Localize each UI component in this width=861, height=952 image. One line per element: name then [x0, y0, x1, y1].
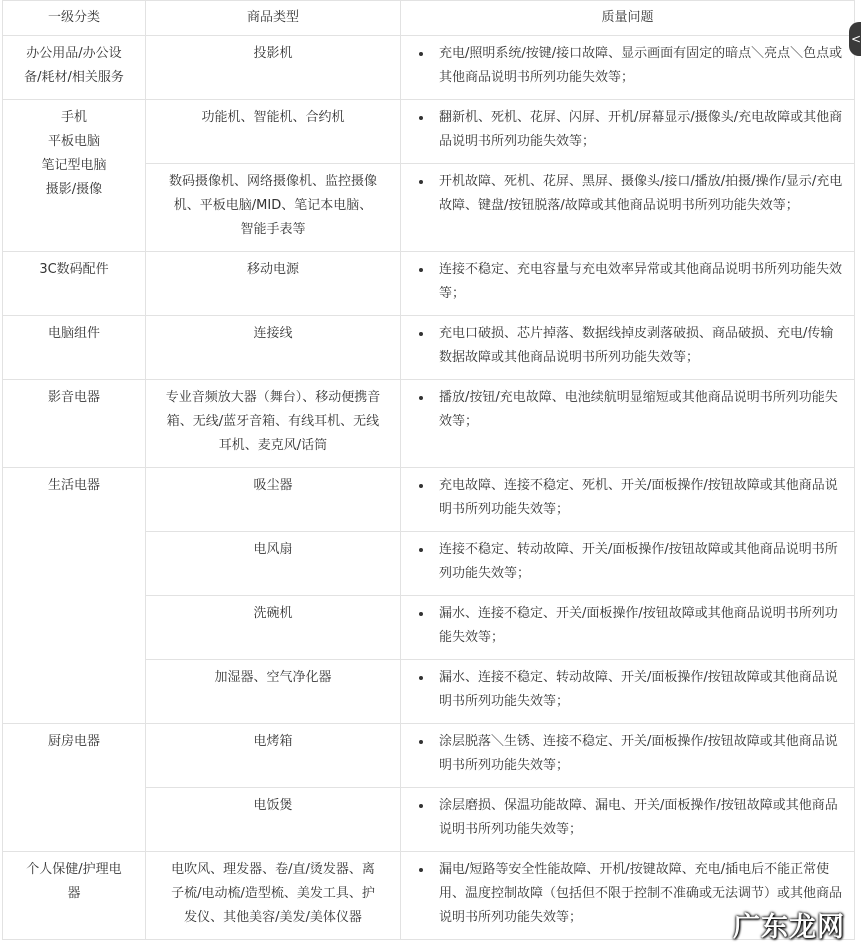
- product-text: 数码摄像机、网络摄像机、监控摄像: [168, 174, 377, 189]
- table-row: [3, 380, 855, 468]
- category-cell: [3, 316, 146, 380]
- category-cell: [3, 36, 146, 100]
- category-text: 厨房电器: [47, 734, 100, 749]
- product-text: 移动电源: [246, 262, 299, 277]
- product-cell: [146, 532, 401, 596]
- issue-text: • 连接不稳定、转动故障、开关/面板操作/按钮故障或其他商品说明书所列功能失效等；: [433, 538, 844, 586]
- header-category: 一级分类: [3, 1, 146, 36]
- issue-cell: [401, 380, 855, 468]
- issue-text: • 开机故障、死机、花屏、黑屏、摄像头/接口/播放/拍摄/操作/显示/充电故障、键盘/按钮脱落/故障或其他商品说明书所列功能失效等；: [433, 170, 844, 218]
- product-text: 智能手表等: [240, 222, 306, 237]
- product-text: 电饭煲: [253, 798, 293, 813]
- category-cell: [3, 380, 146, 468]
- product-cell: [146, 724, 401, 788]
- product-cell: [146, 852, 401, 940]
- product-text: 专业音频放大器（舞台）、移动便携音: [165, 390, 381, 405]
- header-product-type: 商品类型: [146, 1, 401, 36]
- product-cell: [146, 100, 401, 164]
- category-cell: [3, 724, 146, 852]
- issue-cell: [401, 724, 855, 788]
- product-text: 连接线: [253, 326, 293, 341]
- table-row: [3, 468, 855, 532]
- issue-text: • 漏水、连接不稳定、开关/面板操作/按钮故障或其他商品说明书所列功能失效等；: [433, 602, 844, 650]
- header-quality-issue: 质量问题: [401, 1, 855, 36]
- product-text: 耳机、麦克风/话筒: [218, 438, 328, 453]
- issue-text: • 连接不稳定、充电容量与充电效率异常或其他商品说明书所列功能失效等；: [433, 258, 844, 306]
- category-cell: [3, 468, 146, 724]
- issue-text: • 涂层脱落＼生锈、连接不稳定、开关/面板操作/按钮故障或其他商品说明书所列功能失效等；: [433, 730, 844, 778]
- product-text: 功能机、智能机、合约机: [201, 110, 345, 125]
- product-text: 电吹风、理发器、卷/直/烫发器、离: [171, 862, 375, 877]
- product-cell: [146, 316, 401, 380]
- issue-cell: [401, 468, 855, 532]
- issue-text: • 充电/照明系统/按键/接口故障、显示画面有固定的暗点＼亮点＼色点或其他商品说明书所列功能失效等；: [433, 42, 844, 90]
- product-cell: [146, 380, 401, 468]
- category-text: 笔记型电脑: [41, 158, 107, 173]
- category-text: 摄影/摄像: [45, 182, 103, 197]
- issue-cell: [401, 532, 855, 596]
- product-cell: [146, 164, 401, 252]
- product-text: 电烤箱: [253, 734, 293, 749]
- issue-text: • 充电口破损、芯片掉落、数据线掉皮剥落破损、商品破损、充电/传输数据故障或其他商品说明书所列功能失效等；: [433, 322, 844, 370]
- issue-text: • 漏水、连接不稳定、转动故障、开关/面板操作/按钮故障或其他商品说明书所列功能失效等；: [433, 666, 844, 714]
- category-text: 3C数码配件: [39, 262, 109, 277]
- category-text: 电脑组件: [47, 326, 100, 341]
- product-cell: [146, 660, 401, 724]
- table-row: [3, 724, 855, 788]
- table-header-row: [3, 1, 855, 36]
- product-text: 箱、无线/蓝牙音箱、有线耳机、无线: [166, 414, 380, 429]
- issue-cell: [401, 596, 855, 660]
- table-row: [3, 852, 855, 940]
- issue-text: • 涂层磨损、保温功能故障、漏电、开关/面板操作/按钮故障或其他商品说明书所列功能失效等；: [433, 794, 844, 842]
- category-cell: [3, 100, 146, 252]
- issue-cell: [401, 660, 855, 724]
- table-row: [3, 100, 855, 164]
- quality-issue-table: [2, 0, 855, 940]
- table-row: [3, 316, 855, 380]
- issue-cell: [401, 164, 855, 252]
- product-text: 加湿器、空气净化器: [214, 670, 332, 685]
- issue-text: • 漏电/短路等安全性能故障、开机/按键故障、充电/插电后不能正常使用、温度控制故障（包括但不限于控制不准确或无法调节）或其他商品说明书所列功能失效等；: [433, 858, 844, 930]
- product-cell: [146, 252, 401, 316]
- table-row: [3, 252, 855, 316]
- issue-text: • 充电故障、连接不稳定、死机、开关/面板操作/按钮故障或其他商品说明书所列功能失效等；: [433, 474, 844, 522]
- category-text: 备/耗材/相关服务: [24, 70, 124, 85]
- issue-cell: [401, 36, 855, 100]
- side-collapse-tab[interactable]: [849, 22, 861, 56]
- category-text: 办公用品/办公设: [26, 46, 122, 61]
- category-text: 生活电器: [47, 478, 100, 493]
- product-text: 投影机: [253, 46, 293, 61]
- product-cell: [146, 36, 401, 100]
- category-text: 个人保健/护理电: [26, 862, 122, 877]
- product-text: 子梳/电动梳/造型梳、美发工具、护: [171, 886, 375, 901]
- category-text: 平板电脑: [47, 134, 100, 149]
- product-text: 机、平板电脑/MID、笔记本电脑、: [173, 198, 373, 213]
- category-text: 影音电器: [47, 390, 100, 405]
- chevron-left-icon: <: [851, 32, 861, 46]
- issue-text: • 播放/按钮/充电故障、电池续航明显缩短或其他商品说明书所列功能失效等；: [433, 386, 844, 434]
- product-text: 吸尘器: [253, 478, 293, 493]
- product-cell: [146, 596, 401, 660]
- category-text: 手机: [60, 110, 87, 125]
- product-cell: [146, 788, 401, 852]
- issue-cell: [401, 100, 855, 164]
- product-text: 洗碗机: [253, 606, 293, 621]
- table-row: [3, 36, 855, 100]
- category-text: 器: [67, 886, 81, 901]
- product-text: 电风扇: [253, 542, 293, 557]
- issue-cell: [401, 252, 855, 316]
- category-cell: [3, 852, 146, 940]
- category-cell: [3, 252, 146, 316]
- product-cell: [146, 468, 401, 532]
- site-watermark: 广东龙网: [733, 912, 845, 943]
- product-text: 发仪、其他美容/美发/美体仪器: [184, 910, 362, 925]
- issue-cell: [401, 788, 855, 852]
- issue-cell: [401, 316, 855, 380]
- issue-text: • 翻新机、死机、花屏、闪屏、开机/屏幕显示/摄像头/充电故障或其他商品说明书所列功能失效等；: [433, 106, 844, 154]
